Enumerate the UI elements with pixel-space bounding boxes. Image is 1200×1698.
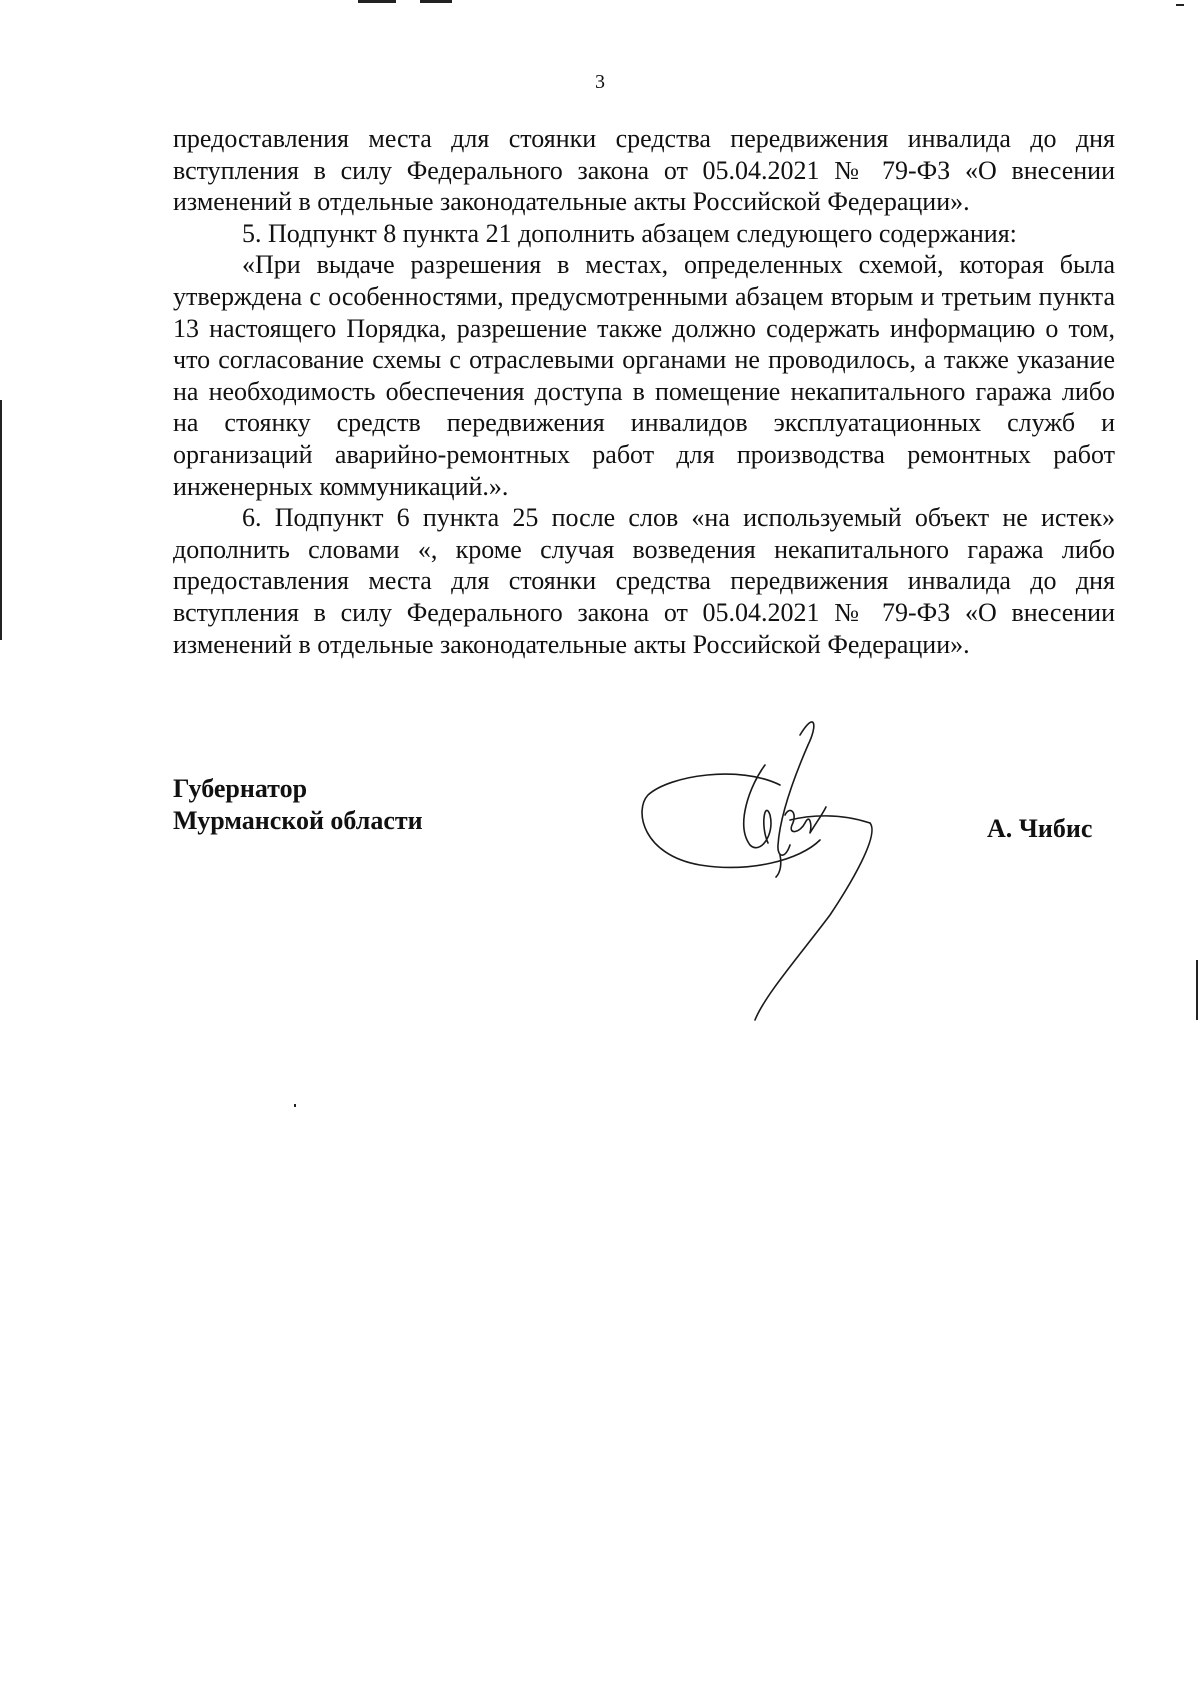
paragraph-quoted-text: «При выдаче разрешения в местах, определенных схемой, которая была утверждена с особенностями, предусмотренными абзацем вторым и третьим пункта 13 настоящего Порядка, разрешение также должно содержать информацию о том, что согласование схемы с отраслевыми органами не проводилось, а также указание на необходимость обеспечения доступа в помещение некапитального гаража либо на стоянку средств передвижения инвалидов эксплуатационных служб и организаций аварийно-ремонтных работ для производства ремонтных работ инженерных коммуникаций.». xyxy=(173,250,1115,501)
signer-position xyxy=(173,773,423,837)
handwritten-signature xyxy=(640,715,960,1035)
scan-artifact-dot xyxy=(294,1104,296,1107)
document-body xyxy=(173,123,1115,660)
scan-artifact-top-middle xyxy=(420,0,452,3)
scan-artifact-top-left xyxy=(358,0,396,3)
signer-position-line-2: Мурманской области xyxy=(173,806,423,835)
signer-name: А. Чибис xyxy=(987,814,1093,843)
scan-artifact-left-edge xyxy=(0,400,2,640)
scan-artifact-right-edge xyxy=(1196,960,1198,1020)
paragraph-item-5: 5. Подпункт 8 пункта 21 дополнить абзацем следующего содержания: xyxy=(242,218,1017,248)
page-number: 3 xyxy=(595,71,605,93)
scan-artifact-top-corner xyxy=(1176,4,1184,6)
paragraph-item-6: 6. Подпункт 6 пункта 25 после слов «на используемый объект не истек» дополнить словами «, кроме случая возведения некапитального гаража либо предоставления места для стоянки средства передвижения инвалида до дня вступления в силу Федерального закона от 05.04.2021 № 79-ФЗ «О внесении изменений в отдельные законодательные акты Российской Федерации». xyxy=(173,503,1115,659)
paragraph-continuation: предоставления места для стоянки средства передвижения инвалида до дня вступления в силу Федерального закона от 05.04.2021 № 79-ФЗ «О внесении изменений в отдельные законодательные акты Российской Федерации». xyxy=(173,124,1115,217)
signer-position-line-1: Губернатор xyxy=(173,774,308,803)
